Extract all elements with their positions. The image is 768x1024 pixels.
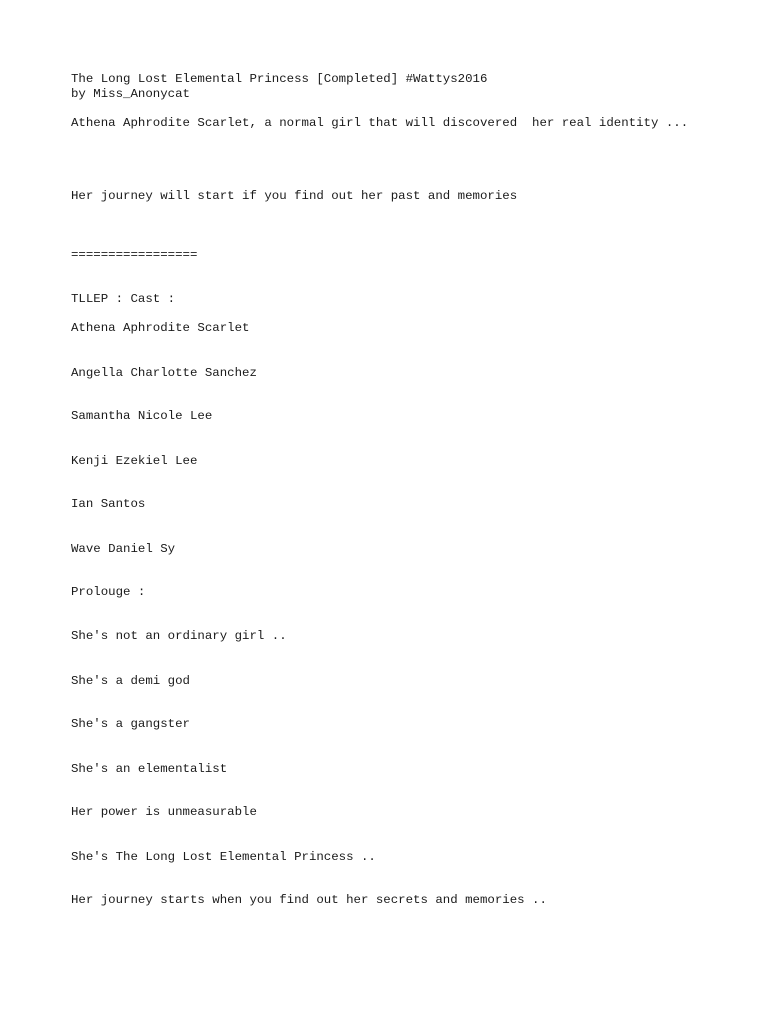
story-title: The Long Lost Elemental Princess [Completed] #Wattys2016	[71, 72, 488, 86]
cast-heading: TLLEP : Cast :	[71, 292, 176, 306]
story-author: by Miss_Anonycat	[71, 87, 190, 101]
cast-member: Athena Aphrodite Scarlet	[71, 321, 250, 335]
section-divider: =================	[71, 248, 198, 262]
prologue-line: She's The Long Lost Elemental Princess ..	[71, 850, 376, 864]
prologue-line: She's a gangster	[71, 717, 190, 731]
cast-member: Ian Santos	[71, 497, 146, 511]
cast-member: Wave Daniel Sy	[71, 542, 176, 556]
prologue-heading: Prolouge :	[71, 585, 146, 599]
prologue-line: Her power is unmeasurable	[71, 805, 257, 819]
story-synopsis: Athena Aphrodite Scarlet, a normal girl that will discovered her real identity ...	[71, 116, 689, 130]
prologue-line: She's an elementalist	[71, 762, 228, 776]
cast-member: Kenji Ezekiel Lee	[71, 454, 198, 468]
prologue-line: Her journey starts when you find out her secrets and memories ..	[71, 893, 547, 907]
prologue-line: She's not an ordinary girl ..	[71, 629, 287, 643]
cast-member: Angella Charlotte Sanchez	[71, 366, 257, 380]
cast-member: Samantha Nicole Lee	[71, 409, 213, 423]
prologue-line: She's a demi god	[71, 674, 190, 688]
story-tagline: Her journey will start if you find out her past and memories	[71, 189, 518, 203]
